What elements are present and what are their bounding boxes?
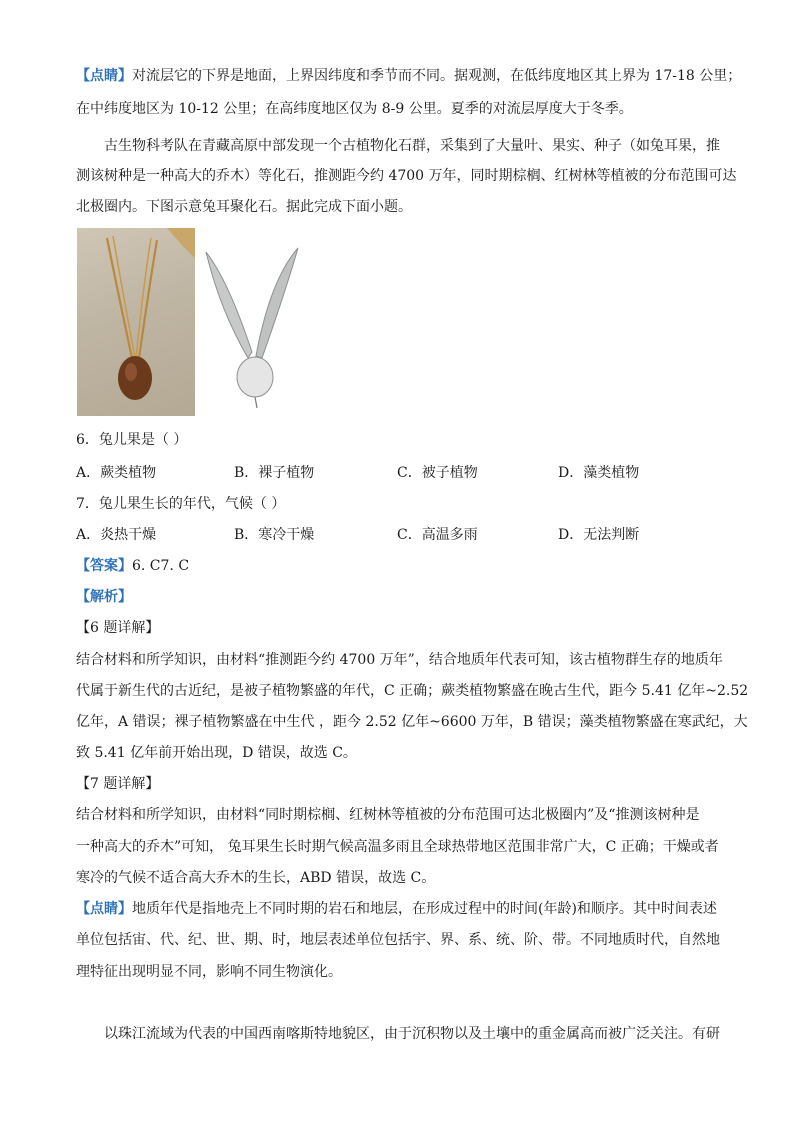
detail-7-line-3: 寒冷的气候不适合高大乔木的生长，ABD 错误，故选 C。	[76, 870, 436, 886]
q6-option-d[interactable]: D．藻类植物	[558, 465, 640, 481]
detail-7-title: 【7 题详解】	[76, 776, 160, 792]
q7-option-a[interactable]: A．炎热干燥	[76, 527, 157, 543]
detail-6-line-4: 致 5.41 亿年前开始出现，D 错误，故选 C。	[76, 745, 357, 761]
analysis-tag: 【解析】	[76, 589, 132, 605]
material-line-3: 北极圈内。下图示意兔耳聚化石。据此完成下面小题。	[76, 199, 412, 215]
q6-option-c[interactable]: C．被子植物	[397, 465, 478, 481]
material-line-2: 测该树种是一种高大的乔木）等化石，推测距今约 4700 万年，同时期棕榈、红树林等植被的分布范围可达	[76, 168, 737, 184]
question-6-stem: 6．兔儿果是（ ）	[76, 432, 188, 448]
note2-line-1	[76, 899, 717, 919]
detail-6-line-1: 结合材料和所学知识，由材料“推测距今约 4700 万年”，结合地质年代表可知，该古植物群生存的地质年	[76, 652, 723, 668]
answer-text: 6. C7. C	[132, 558, 190, 574]
q7-option-c[interactable]: C．高温多雨	[397, 527, 478, 543]
fossil-photo	[77, 228, 195, 416]
note2-text: 地质年代是指地壳上不同时期的岩石和地层，在形成过程中的时间(年龄)和顺序。其中时间表述	[132, 901, 717, 917]
detail-7-line-1: 结合材料和所学知识，由材料“同时期棕榈、红树林等植被的分布范围可达北极圈内”及“推测该树种是	[76, 807, 700, 823]
note-line-1	[76, 66, 741, 86]
fruit-drawing	[200, 240, 310, 415]
next-material-line-1: 以珠江流域为代表的中国西南喀斯特地貌区，由于沉积物以及土壤中的重金属高而被广泛关注。有研	[104, 1026, 720, 1042]
detail-6-line-3: 亿年，A 错误；裸子植物繁盛在中生代 ，距今 2.52 亿年~6600 万年，B 错误；藻类植物繁盛在寒武纪，大	[76, 714, 748, 730]
q7-option-b[interactable]: B．寒冷干燥	[234, 527, 315, 543]
detail-6-line-2: 代属于新生代的古近纪，是被子植物繁盛的年代，C 正确；蕨类植物繁盛在晚古生代，距今 5.41 亿年~2.52	[76, 683, 749, 699]
q7-option-d[interactable]: D．无法判断	[558, 527, 640, 543]
question-7-stem: 7．兔儿果生长的年代，气候（ ）	[76, 496, 286, 512]
q6-option-a[interactable]: A．蕨类植物	[76, 465, 157, 481]
note2-line-2: 单位包括宙、代、纪、世、期、时，地层表述单位包括宇、界、系、统、阶、带。不同地质时代，自然地	[76, 932, 720, 948]
note-tag: 【点睛】	[76, 68, 132, 84]
q6-option-b[interactable]: B．裸子植物	[234, 465, 315, 481]
answer-tag: 【答案】	[76, 558, 132, 574]
detail-7-line-2: 一种高大的乔木”可知， 兔耳果生长时期气候高温多雨且全球热带地区范围非常广大，C 正确；干燥或者	[76, 839, 719, 855]
note-line-2: 在中纬度地区为 10-12 公里；在高纬度地区仅为 8-9 公里。夏季的对流层厚度大于冬季。	[76, 101, 633, 117]
material-line-1: 古生物科考队在青藏高原中部发现一个古植物化石群，采集到了大量叶、果实、种子（如兔耳果，推	[104, 138, 720, 154]
answer-line	[76, 556, 189, 576]
note2-tag: 【点睛】	[76, 901, 132, 917]
detail-6-title: 【6 题详解】	[76, 620, 160, 636]
note2-line-3: 理特征出现明显不同，影响不同生物演化。	[76, 964, 342, 980]
note-text: 对流层它的下界是地面，上界因纬度和季节而不同。据观测，在低纬度地区其上界为 17-18 公里；	[132, 68, 742, 84]
